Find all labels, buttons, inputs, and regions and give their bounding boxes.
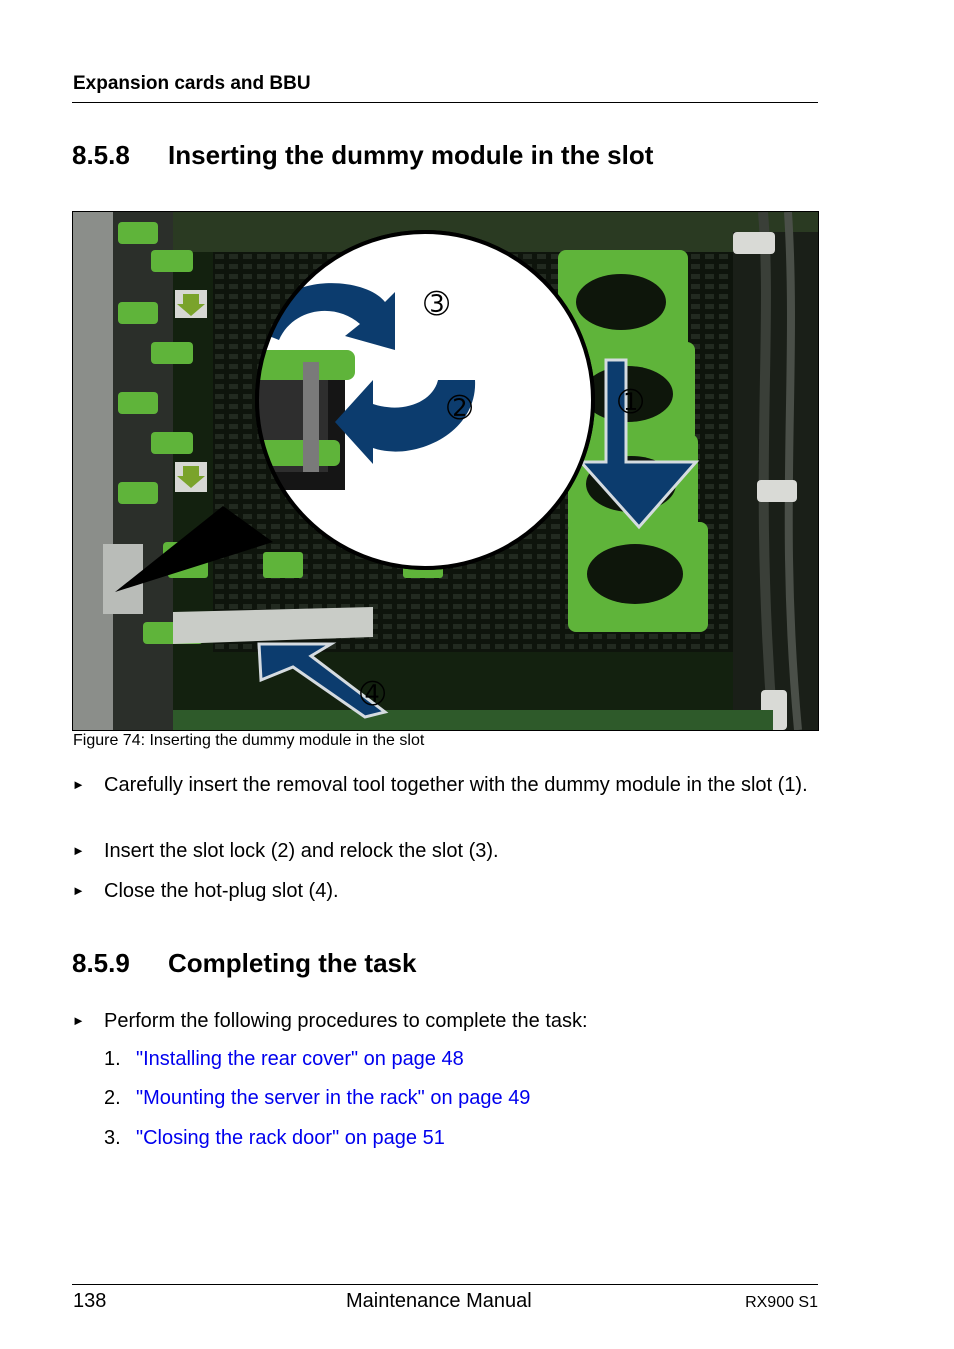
- callout-4: ➃: [360, 677, 386, 712]
- footer-rule: [72, 1284, 818, 1285]
- step-number: 3.: [104, 1127, 121, 1149]
- bullet-item: [72, 1008, 812, 1034]
- section-heading-859: [72, 948, 416, 979]
- callout-1: ➀: [618, 385, 644, 420]
- procedure-step: [104, 1087, 530, 1110]
- section-number: 8.5.8: [72, 140, 130, 170]
- callout-3: ➂: [424, 287, 450, 322]
- bullet-glyph: ►: [72, 1013, 85, 1028]
- bullet-glyph: ►: [72, 777, 85, 792]
- callout-2: ➁: [447, 391, 473, 426]
- procedure-step: [104, 1048, 464, 1071]
- bullet-item: [72, 772, 812, 798]
- link-closing-rack-door[interactable]: "Closing the rack door" on page 51: [136, 1127, 445, 1149]
- step-number: 1.: [104, 1048, 121, 1070]
- running-header: Expansion cards and BBU: [73, 73, 311, 94]
- figure-illustration: [73, 212, 818, 730]
- model-name: RX900 S1: [745, 1294, 818, 1311]
- link-installing-rear-cover[interactable]: "Installing the rear cover" on page 48: [136, 1048, 464, 1070]
- section-heading-858: [72, 140, 653, 171]
- bullet-item: [72, 838, 812, 864]
- step-number: 2.: [104, 1087, 121, 1109]
- figure-caption: Figure 74: Inserting the dummy module in the slot: [73, 732, 425, 749]
- figure-74: [72, 211, 819, 731]
- section-number: 8.5.9: [72, 948, 130, 978]
- bullet-text: Close the hot-plug slot (4).: [104, 880, 339, 902]
- bullet-glyph: ►: [72, 843, 85, 858]
- header-rule: [72, 102, 818, 103]
- bullet-text: Perform the following procedures to complete the task:: [104, 1010, 588, 1032]
- bullet-item: [72, 878, 812, 904]
- section-title: Inserting the dummy module in the slot: [168, 140, 654, 170]
- link-mounting-server[interactable]: "Mounting the server in the rack" on page 49: [136, 1087, 531, 1109]
- bullet-glyph: ►: [72, 883, 85, 898]
- page-number: 138: [73, 1290, 107, 1312]
- procedure-step: [104, 1127, 445, 1150]
- section-title: Completing the task: [168, 948, 417, 978]
- manual-title: Maintenance Manual: [346, 1290, 532, 1312]
- bullet-text: Carefully insert the removal tool together with the dummy module in the slot (1).: [104, 774, 808, 796]
- bullet-text: Insert the slot lock (2) and relock the slot (3).: [104, 840, 499, 862]
